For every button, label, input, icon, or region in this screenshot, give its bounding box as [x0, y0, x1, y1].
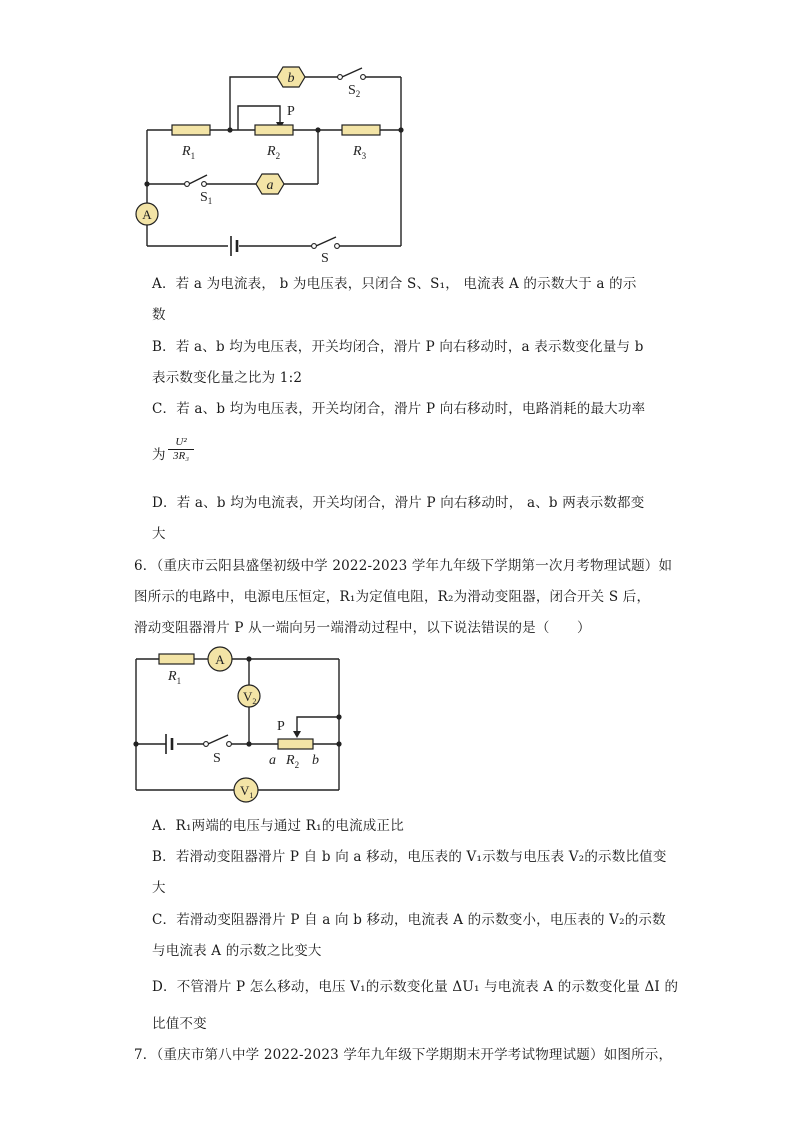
circuit-diagram-1: [0, 0, 794, 270]
resistor-r1-label: $R_1$: [182, 144, 196, 161]
q6-option-c-line1: C．若滑动变阻器滑片 P 自 a 向 b 移动，电流表 A 的示数变小，电压表的 V₂的示数: [152, 912, 666, 928]
voltmeter-v1-label: $V_1$: [240, 783, 254, 800]
q5-option-c-line1: C．若 a、b 均为电压表，开关均闭合，滑片 P 向右移动时，电路消耗的最大功率: [152, 401, 646, 417]
voltmeter-v2-label: $V_2$: [243, 689, 257, 706]
meter-b-label: b: [287, 71, 295, 86]
q6-option-c-line2: 与电流表 A 的示数之比变大: [152, 943, 322, 959]
q5-option-c-fraction: [168, 436, 194, 463]
meter-a-label: a: [266, 178, 274, 193]
q6-option-d-line2: 比值不变: [152, 1016, 207, 1032]
circuit-diagram-2: [0, 640, 794, 810]
fraction-denominator: 3R₃: [172, 450, 190, 462]
fraction-numerator: U²: [168, 436, 194, 450]
rheostat-end-a-label: a: [269, 753, 276, 768]
resistor-r2-label: $R_2$: [267, 144, 281, 161]
q6-stem-line3: 滑动变阻器滑片 P 从一端向另一端滑动过程中，以下说法错误的是（ ）: [134, 620, 591, 636]
q5-option-b-line1: B．若 a、b 均为电压表，开关均闭合，滑片 P 向右移动时，a 表示数变化量与 b: [152, 339, 644, 355]
ammeter-label: A: [142, 207, 152, 222]
resistor-r3: [342, 125, 380, 135]
resistor-r2: [255, 125, 293, 135]
slider-p-label: P: [277, 719, 285, 734]
switch-s-label: S: [321, 251, 329, 266]
q6-stem-line1: 6．（重庆市云阳县盛堡初级中学 2022-2023 学年九年级下学期第一次月考物理试题）如: [134, 558, 673, 574]
q6-stem-line2: 图所示的电路中，电源电压恒定，R₁为定值电阻，R₂为滑动变阻器，闭合开关 S 后，: [134, 589, 651, 605]
q6-option-b-line2: 大: [152, 880, 166, 896]
q5-option-d-line1: D．若 a、b 均为电流表，开关均闭合，滑片 P 向右移动时， a、b 两表示数都变: [152, 495, 645, 511]
q5-option-a-line1: A．若 a 为电流表， b 为电压表，只闭合 S、S₁， 电流表 A 的示数大于 a 的示: [152, 276, 637, 292]
resistor-r1: [159, 654, 194, 664]
q7-stem-line1: 7．（重庆市第八中学 2022-2023 学年九年级下学期期末开学考试物理试题）如图所示，: [134, 1047, 673, 1063]
rheostat-end-b-label: b: [312, 753, 319, 768]
q5-option-a-line2: 数: [152, 307, 166, 323]
resistor-r1: [172, 125, 210, 135]
q6-option-d-line1: D．不管滑片 P 怎么移动，电压 V₁的示数变化量 ΔU₁ 与电流表 A 的示数变化量 ΔI 的: [152, 979, 679, 995]
ammeter-label: A: [215, 652, 225, 667]
q6-option-b-line1: B．若滑动变阻器滑片 P 自 b 向 a 移动，电压表的 V₁示数与电压表 V₂的示数比值变: [152, 849, 667, 865]
q5-option-b-line2: 表示数变化量之比为 1:2: [152, 370, 303, 386]
switch-s1-label: $S_1$: [200, 190, 213, 206]
q5-option-d-line2: 大: [152, 526, 166, 542]
resistor-r3-label: $R_3$: [353, 144, 367, 161]
q6-option-a-line1: A．R₁两端的电压与通过 R₁的电流成正比: [152, 818, 404, 834]
q5-option-c-prefix: 为: [152, 447, 166, 463]
resistor-r1-label: $R_1$: [168, 669, 182, 686]
slider-p-label: P: [287, 104, 295, 119]
switch-s-label: S: [213, 751, 221, 766]
resistor-r2: [278, 739, 313, 749]
switch-s2-label: $S_2$: [348, 83, 361, 99]
resistor-r2-label: $R_2$: [286, 753, 300, 770]
